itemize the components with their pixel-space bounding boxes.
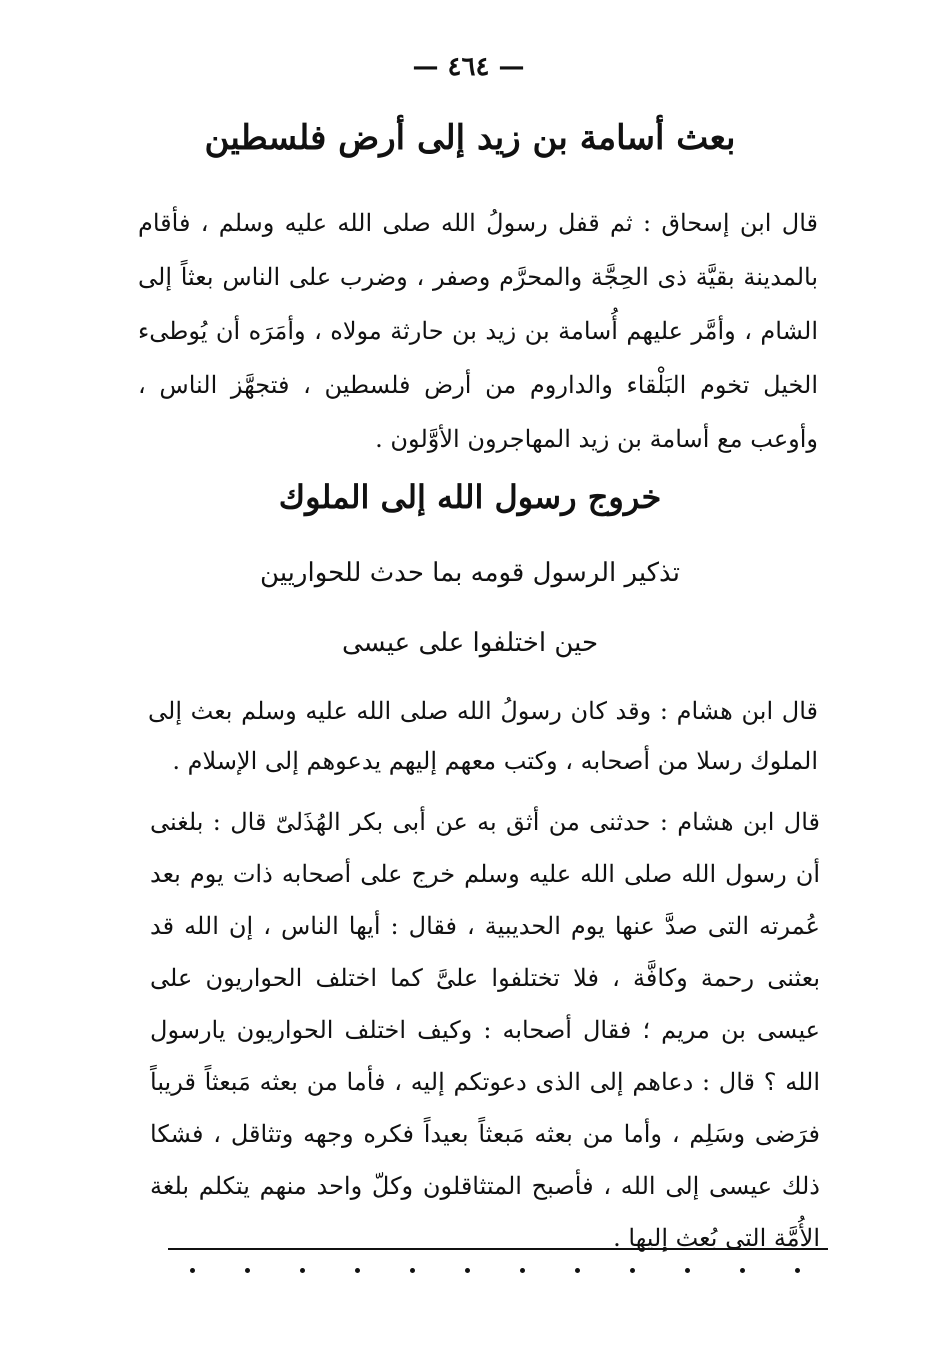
- footer-dot: [245, 1268, 250, 1273]
- footer-dot: [465, 1268, 470, 1273]
- section-heading-usama: بعث أسامة بن زيد إلى أرض فلسطين: [204, 118, 736, 158]
- paragraph-usama: قال ابن إسحاق : ثم قفل رسولُ الله صلى الله عليه وسلم ، فأقام بالمدينة بقيَّة ذى الحِجَّة والمحرَّم وصفر ، وضرب على الناس بعثاً إلى الشام ، وأمَّر عليهم أُسامة بن زيد بن حارثة مولاه ، وأمَرَه أن يُوطىء الخيل تخوم البَلْقاء والداروم من أرض فلسطين ، فتجهَّز الناس ، وأوعب مع أسامة بن زيد المهاجرون الأوَّلون .: [138, 209, 818, 453]
- footer-dot: [795, 1268, 800, 1273]
- footer-dot: [520, 1268, 525, 1273]
- footer-dot: [190, 1268, 195, 1273]
- footer-dot: [575, 1268, 580, 1273]
- footer-dots: [190, 1268, 800, 1273]
- footnote-divider: [168, 1248, 828, 1250]
- page-number: — ٤٦٤ —: [412, 52, 525, 82]
- subheading-apostles: تذكير الرسول قومه بما حدث للحواريين: [260, 558, 680, 588]
- footer-dot: [300, 1268, 305, 1273]
- footer-dot: [630, 1268, 635, 1273]
- paragraph-messengers: قال ابن هشام : وقد كان رسولُ الله صلى الله عليه وسلم بعث إلى الملوك رسلا من أصحابه ، وكتب معهم إليهم يدعوهم إلى الإسلام .: [148, 697, 818, 775]
- subheading-isa: حين اختلفوا على عيسى: [341, 628, 599, 658]
- paragraph-hudhali: قال ابن هشام : حدثنى من أثق به عن أبى بكر الهُذَلىّ قال : بلغنى أن رسول الله صلى الله عليه وسلم خرج على أصحابه ذات يوم بعد عُمرته التى صدَّ عنها يوم الحديبية ، فقال : أيها الناس ، إن الله قد بعثنى رحمة وكافَّة ، فلا تختلفوا علىَّ كما اختلف الحواريون على عيسى بن مريم ؛ فقال أصحابه : وكيف اختلف الحواريون يارسول الله ؟ قال : دعاهم إلى الذى دعوتكم إليه ، فأما من بعثه مَبعثاً قريباً فرَضى وسَلِم ، وأما من بعثه مَبعثاً بعيداً فكره وجهه وتثاقل ، فشكا ذلك عيسى إلى الله ، فأصبح المتثاقلون وكلّ واحد منهم يتكلم بلغة الأُمَّة التى بُعث إليها .: [150, 808, 820, 1252]
- section-heading-kings: خروج رسول الله إلى الملوك: [278, 478, 662, 516]
- footer-dot: [410, 1268, 415, 1273]
- footer-dot: [685, 1268, 690, 1273]
- footer-dot: [740, 1268, 745, 1273]
- footer-dot: [355, 1268, 360, 1273]
